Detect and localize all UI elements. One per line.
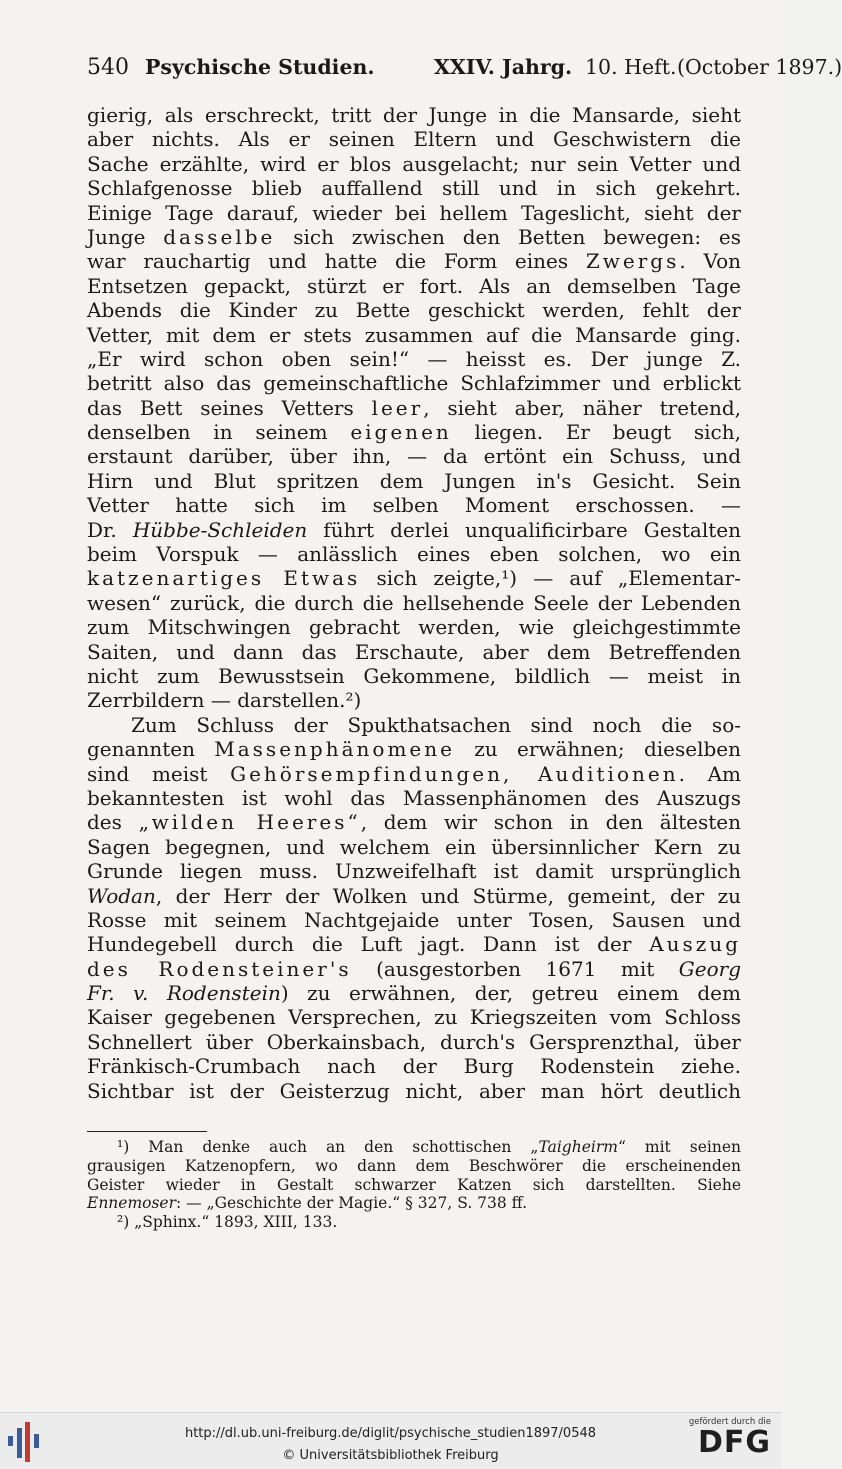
text-line: Sagen begegnen, und welchem ein übersinnlicher Kern zu <box>87 834 741 859</box>
text-line: Kaiser gegebenen Versprechen, zu Kriegszeiten vom Schloss <box>87 1005 741 1030</box>
text-run: , sieht aber, näher tretend, <box>423 395 741 420</box>
footnote-line <box>87 1194 741 1213</box>
journal-title: Psychische Studien. <box>145 55 375 79</box>
spaced-emphasis: des Rodensteiner's <box>87 956 352 981</box>
text-line: betritt also das gemeinschaftliche Schlafzimmer und erblickt <box>87 371 741 396</box>
text-line: aber nichts. Als er seinen Eltern und Geschwistern die <box>87 127 741 152</box>
dfg-logo <box>681 1417 771 1467</box>
text-run: , dem wir schon in den ältesten <box>360 810 741 835</box>
footnote-line: Geister wieder in Gestalt schwarzer Katzen sich darstellten. Siehe <box>87 1175 741 1194</box>
text-line: Zerrbildern — darstellen.²) <box>87 688 362 713</box>
text-line: Hirn und Blut spritzen dem Jungen in's Gesicht. Sein <box>87 468 741 493</box>
text-line: Sichtbar ist der Geisterzug nicht, aber man hört deutlich <box>87 1078 741 1103</box>
source-url[interactable]: http://dl.ub.uni-freiburg.de/diglit/psychische_studien1897/0548 <box>184 1426 597 1441</box>
dfg-caption: gefördert durch die <box>688 1417 771 1427</box>
spaced-emphasis: Massenphänomene <box>214 737 455 762</box>
text-line <box>87 737 741 761</box>
text-run: sich zwischen den Betten bewegen: es <box>275 224 741 249</box>
viewer-footer <box>0 1412 781 1469</box>
text-line <box>87 884 741 908</box>
spaced-emphasis: dasselbe <box>163 224 276 249</box>
text-run: . Von <box>679 249 741 274</box>
text-line: Schnellert über Oberkainsbach, durch's Gersprenzthal, über <box>87 1029 741 1054</box>
text-line: Zum Schluss der Spukthatsachen sind noch die so- <box>131 712 741 737</box>
text-run: Junge <box>87 224 164 249</box>
text-line: Entsetzen gepackt, stürzt er fort. Als an demselben Tage <box>87 273 741 298</box>
text-run: “ mit seinen <box>617 1138 741 1156</box>
text-run: das Bett seines Vetters <box>87 395 372 420</box>
text-line: Fränkisch-Crumbach nach der Burg Rodenstein ziehe. <box>87 1054 741 1079</box>
text-line: Vetter, mit dem er stets zusammen auf die Mansarde ging. <box>87 322 741 347</box>
text-line <box>87 566 741 590</box>
text-line <box>87 981 741 1005</box>
text-run: Hundegebell durch die Luft jagt. Dann ist der <box>87 932 650 957</box>
italic-name: Wodan <box>87 883 156 908</box>
page-number: 540 <box>87 55 129 80</box>
spaced-emphasis: Zwergs <box>585 249 680 274</box>
text-line <box>87 249 741 273</box>
text-line <box>87 225 741 249</box>
text-line <box>87 810 741 834</box>
text-run: sich zeigte,¹) — auf „Elementar- <box>360 566 741 591</box>
text-line: gierig, als erschreckt, tritt der Junge in die Mansarde, sieht <box>87 103 741 127</box>
running-header <box>87 55 842 89</box>
text-line: Saiten, und dann das Erschaute, aber dem Betreffenden <box>87 639 741 664</box>
text-run: zu erwähnen; dieselben <box>454 737 741 762</box>
italic-name: Taigheirm <box>538 1138 618 1156</box>
italic-name: Hübbe-Schleiden <box>132 517 308 542</box>
text-line: Abends die Kinder zu Bette geschickt werden, fehlt der <box>87 298 741 323</box>
text-line <box>87 518 741 542</box>
text-line: Vetter hatte sich im selben Moment erschossen. — <box>87 493 741 518</box>
footnote-line: grausigen Katzenopfern, wo dann dem Beschwörer die erscheinenden <box>87 1156 741 1175</box>
text-run: genannten <box>87 737 215 762</box>
text-line: Grunde liegen muss. Unzweifelhaft ist damit ursprünglich <box>87 859 741 884</box>
dfg-logo-text: DFG <box>697 1425 771 1460</box>
text-run: (ausgestorben 1671 mit <box>351 956 679 981</box>
spaced-emphasis: Auszug <box>649 932 741 957</box>
text-run: des <box>87 810 139 835</box>
footnote-rule <box>87 1131 207 1132</box>
text-run: ) zu erwähnen, der, getreu einem dem <box>280 981 741 1006</box>
footnotes <box>87 1138 741 1232</box>
text-line: wesen“ zurück, die durch die hellsehende Seele der Lebenden <box>87 590 741 615</box>
text-run: , der Herr der Wolken und Stürme, gemeint, der zu <box>155 883 741 908</box>
text-line: erstaunt darüber, über ihn, — da ertönt ein Schuss, und <box>87 444 741 469</box>
text-line: zum Mitschwingen gebracht werden, wie gleichgestimmte <box>87 615 741 640</box>
text-line: bekanntesten ist wohl das Massenphänomen des Auszugs <box>87 785 741 810</box>
italic-name: Ennemoser <box>87 1194 177 1213</box>
text-run: liegen. Er beugt sich, <box>451 420 741 445</box>
issue: 10. Heft. <box>585 55 677 79</box>
text-line: Sache erzählte, wird er blos ausgelacht; nur sein Vetter und <box>87 151 741 176</box>
text-line <box>87 420 741 444</box>
issue-date: (October 1897.) <box>677 55 842 79</box>
text-line: Rosse mit seinem Nachtgejaide unter Tosen, Sausen und <box>87 907 741 932</box>
text-line <box>87 957 741 981</box>
body-text <box>87 103 741 1103</box>
italic-name: Georg <box>678 956 741 981</box>
text-run: . Am <box>678 761 741 786</box>
text-run: sind meist <box>87 761 231 786</box>
text-run: ¹) Man denke auch an den schottischen „ <box>117 1138 539 1156</box>
text-run: denselben in seinem <box>87 420 351 445</box>
volume: XXIV. Jahrg. <box>434 55 573 79</box>
text-run: Dr. <box>87 517 133 542</box>
footnote-line <box>87 1138 741 1157</box>
copyright: © Universitätsbibliothek Freiburg <box>282 1448 499 1463</box>
spaced-emphasis: „wilden Heeres“ <box>138 810 361 835</box>
text-line: beim Vorspuk — anlässlich eines eben solchen, wo ein <box>87 542 741 567</box>
text-line <box>87 762 741 786</box>
spaced-emphasis: katzenartiges Etwas <box>87 566 361 591</box>
spaced-emphasis: leer <box>371 395 424 420</box>
text-run: : — „Geschichte der Magie.“ § 327, S. 738 ff. <box>176 1194 528 1213</box>
text-run: war rauchartig und hatte die Form eines <box>87 249 586 274</box>
text-line <box>87 396 741 420</box>
text-line <box>87 932 741 956</box>
footnote-line: ²) „Sphinx.“ 1893, XIII, 133. <box>117 1213 338 1232</box>
spaced-emphasis: eigenen <box>350 420 452 445</box>
text-run: führt derlei unqualificirbare Gestalten <box>307 517 741 542</box>
text-line: Schlafgenosse blieb auffallend still und in sich gekehrt. <box>87 176 741 201</box>
italic-name: Fr. v. Rodenstein <box>87 981 281 1006</box>
text-line: nicht zum Bewusstsein Gekommene, bildlich — meist in <box>87 663 741 688</box>
text-line: „Er wird schon oben sein!“ — heisst es. Der junge Z. <box>87 346 741 371</box>
text-line: Einige Tage darauf, wieder bei hellem Tageslicht, sieht der <box>87 200 741 225</box>
spaced-emphasis: Gehörsempfindungen, Auditionen <box>230 761 679 786</box>
